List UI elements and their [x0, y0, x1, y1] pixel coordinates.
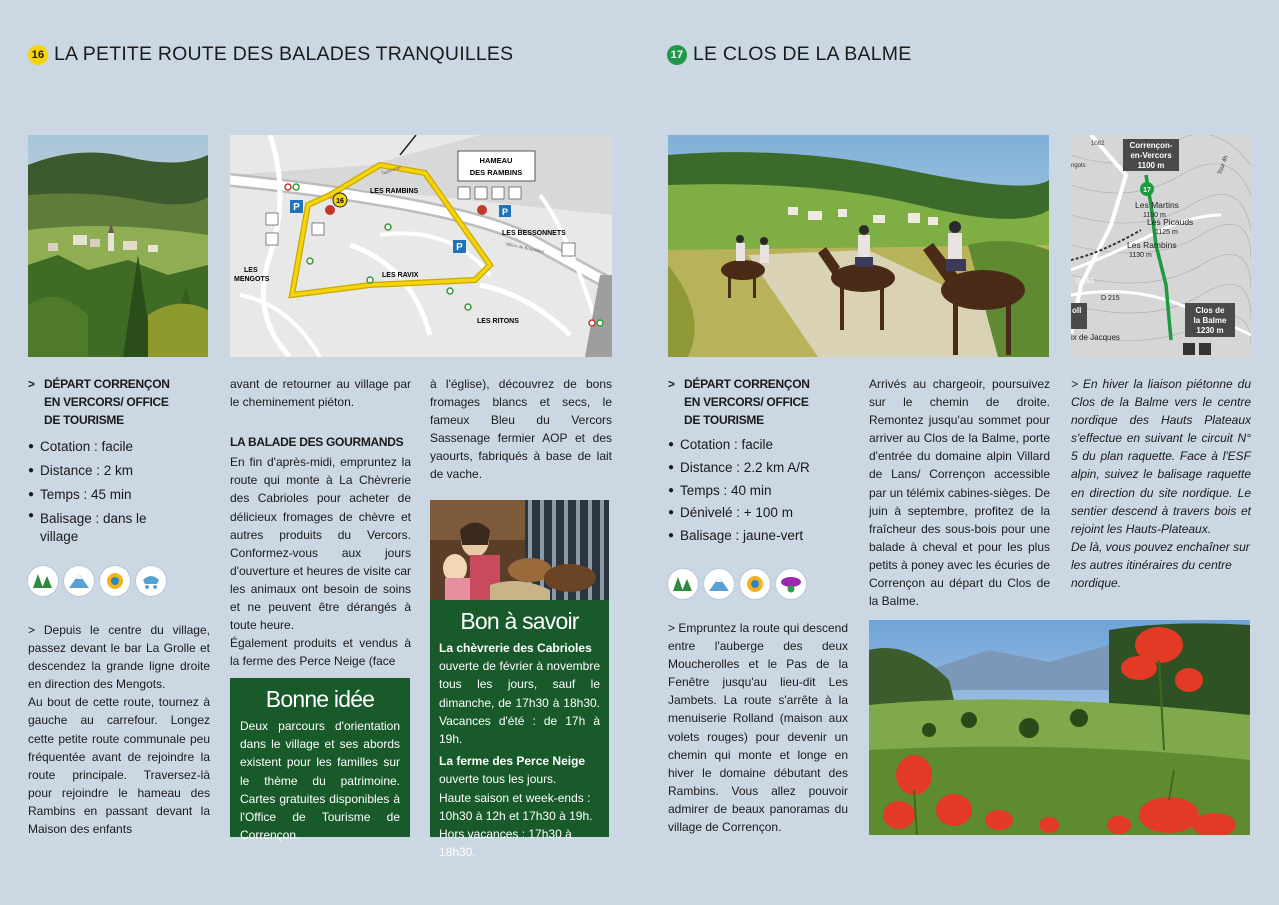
- bon-a-savoir-box: Bon à savoir La chèvrerie des Cabrioles ouverte de février à novembre tous les jours, sauf le dimanche, de 17h30 à 18h30. Vacances d'été : de 17h à 19h. La ferme des Perce Neige ouverte tous les jours. Haute saison et week-ends : 10h30 à 12h et 17h30 à 19h. Hors vacances : 17h30 à 18h30.: [430, 600, 609, 837]
- forest-icon: [28, 566, 58, 596]
- svg-text:1125 m: 1125 m: [1155, 229, 1178, 236]
- map-label-mengots-2: MENGOTS: [234, 276, 270, 283]
- section-16-title: [28, 43, 513, 66]
- specs-17: [668, 434, 850, 548]
- topo-clos-1: Clos de: [1195, 306, 1225, 315]
- horse-ride-photo: [668, 135, 1049, 357]
- topo-tour: Tour 4h: [1217, 154, 1230, 176]
- activity-icons-16: [28, 566, 166, 596]
- topo-rambins: Les Rambins: [1127, 240, 1177, 250]
- topo-ngots: ngots: [1071, 163, 1086, 169]
- route-map-16: [230, 135, 612, 357]
- left-column-2: avant de retourner au village par le cheminement piéton. LA BALADE DES GOURMANDS En fin d'après-midi, empruntez la route qui monte à La Chèvrerie des Cabrioles pour acheter de délicieux fromages de chèvre et autres produits du Vercors. Conformez-vous aux jours d'ouverture et heures de visite car les animaux ont besoin de soins et ne peuvent être dérangés à toute heure. Également produits et vendus à la ferme des Perce Neige (face: [230, 377, 411, 669]
- svg-text:P: P: [293, 202, 300, 213]
- poppies-photo: [869, 620, 1250, 835]
- section-16-heading: LA PETITE ROUTE DES BALADES TRANQUILLES: [54, 43, 514, 65]
- topo-gr: GR91: [1076, 278, 1095, 285]
- svg-text:P: P: [456, 242, 463, 253]
- mountain-icon: [64, 566, 94, 596]
- chevrerie-heading: La chèvrerie des Cabrioles: [439, 641, 592, 655]
- right-column-3: > En hiver la liaison piétonne du Clos de la Balme vers le centre nordique des Hauts Plateaux s'effectue en suivant le circuit N° 5 du plan raquette. Face à l'ESF alpin, suivez le balisage raquette en direction du site nordique. Le sentier descend à travers bois et rejoint les Hauts-Plateaux. De là, vous pouvez enchaîner sur les autres itinéraires du centre nordique.: [1071, 377, 1251, 591]
- svg-text:P: P: [501, 207, 509, 217]
- topo-martins: Les Martins: [1135, 200, 1179, 210]
- topo-clos-3: 1230 m: [1196, 326, 1224, 335]
- spec-balisage: ● Balisage : dans le village: [28, 507, 165, 546]
- map-label-bessonnets: LES BESSONNETS: [502, 230, 566, 237]
- map-label-ravix: LES RAVIX: [382, 272, 419, 279]
- spec17-distance: ● Distance : 2.2 km A/R: [668, 457, 850, 480]
- topo-oll: oll: [1072, 306, 1082, 315]
- goats-photo: [430, 500, 609, 600]
- map-label-ritons: LES RITONS: [477, 318, 519, 325]
- depart-16: > DÉPART CORRENÇON EN VERCORS/ OFFICE DE TOURISME: [28, 377, 170, 427]
- bon-a-savoir-title: Bon à savoir: [460, 608, 579, 634]
- intro-17: > Empruntez la route qui descend entre l'auberge des deux Moucherolles et le Pas de la Fenêtre jusqu'au lieu-dit Les Jambets. La route s'arrête à la menuiserie Rolland (maison aux volets rouges) pour devenir un chemin qui monte et longe en hiver le domaine débutant des Rambins. Vous allez pouvoir admirer de beaux panoramas du village de Corrençon.: [668, 621, 848, 835]
- label-famille-icon: [740, 569, 770, 599]
- activity-icons-17: [668, 569, 806, 599]
- bonne-idee-box: [230, 678, 410, 843]
- topo-top-1: Corrençon-: [1129, 141, 1173, 150]
- topo-jacques: ix de Jacques: [1071, 333, 1120, 342]
- label-famille-icon: [100, 566, 130, 596]
- depart-17: > DÉPART CORRENÇON EN VERCORS/ OFFICE DE TOURISME: [668, 377, 810, 427]
- left-column-3: à l'église), découvrez de bons fromages blancs et secs, le fameux Bleu du Vercors Sassenage fermier AOP et des yaourts, fabriqués à base de lait de vache.: [430, 377, 612, 482]
- stroller-icon: [136, 566, 166, 596]
- svg-text:17: 17: [1143, 187, 1151, 194]
- topo-top-2: en-Vercors: [1130, 151, 1172, 160]
- spec-cotation: ● Cotation : facile: [28, 435, 210, 459]
- right-column-2: Arrivés au chargeoir, poursuivez sur le chemin de droite. Remontez jusqu'au sommet pour arriver au Clos de la Balme, porte d'entrée du domaine alpin Villard de Lans/ Corrençon accessible par un télémix cabines-sièges. De juin à septembre, profitez de la fraîcheur des sous-bois pour une balade à cheval et pour les plus petits à poney avec les écuries de Corrençon au départ du Clos de la Balme.: [869, 377, 1050, 609]
- spec17-temps: ● Temps : 40 min: [668, 480, 850, 503]
- spec-temps: ● Temps : 45 min: [28, 483, 210, 507]
- topo-top-3: 1100 m: [1137, 161, 1165, 170]
- svg-text:1130 m: 1130 m: [1129, 252, 1152, 259]
- svg-text:16: 16: [336, 198, 344, 205]
- mountain-icon: [704, 569, 734, 599]
- topo-alt-a: 1082: [1091, 141, 1105, 147]
- topo-clos-2: la Balme: [1193, 316, 1227, 325]
- spec17-denivele: ● Dénivelé : + 100 m: [668, 502, 850, 525]
- map-label-mengots-1: LES: [244, 267, 258, 274]
- topo-d215: D 215: [1101, 295, 1120, 302]
- topo-picauds: Les Picauds: [1147, 217, 1194, 227]
- right-column-1: [668, 375, 850, 548]
- map-road-1: Tapeneige: [380, 164, 402, 176]
- village-photo: [28, 135, 208, 357]
- paid-activity-icon: [776, 569, 806, 599]
- spec17-balisage: ● Balisage : jaune-vert: [668, 525, 850, 548]
- gourmands-heading: LA BALADE DES GOURMANDS: [230, 435, 404, 450]
- svg-text:1100 m: 1100 m: [1143, 212, 1166, 219]
- section-17-heading: LE CLOS DE LA BALME: [693, 43, 912, 65]
- map-hameau-line2: DES RAMBINS: [469, 168, 523, 177]
- ferme-heading: La ferme des Perce Neige: [439, 754, 586, 769]
- spec-distance: ● Distance : 2 km: [28, 459, 210, 483]
- specs-16: [28, 435, 210, 546]
- number-badge-16: 16: [28, 45, 48, 65]
- spec17-cotation: ● Cotation : facile: [668, 434, 850, 457]
- forest-icon: [668, 569, 698, 599]
- left-column-1: [28, 375, 210, 546]
- intro-16: > Depuis le centre du village, passez devant le bar La Grolle et descendez la grande ligne droite en direction des Mengots. Au bout de cette route, tournez à gauche au carrefour. Longez cette petite route communale peu fréquentée avant de rejoindre la route principale. Traversez-là pour rejoindre le hameau des Rambins en passant devant la Maison des enfants: [28, 623, 210, 837]
- number-badge-17: 17: [667, 45, 687, 65]
- bonne-idee-text: Deux parcours d'orientation dans le village et ses abords existent pour les familles sur le thème du patrimoine. Cartes gratuites disponibles à l'Office de Tourisme de Corrençon.: [240, 719, 400, 843]
- topo-map-17: [1071, 135, 1251, 357]
- map-road-2: Vallon de Bournillon: [504, 241, 545, 255]
- map-label-rambins: LES RAMBINS: [370, 188, 419, 195]
- bonne-idee-title: Bonne idée: [265, 686, 375, 712]
- section-17-title: [667, 43, 911, 66]
- map-hameau-line1: HAMEAU: [479, 156, 513, 165]
